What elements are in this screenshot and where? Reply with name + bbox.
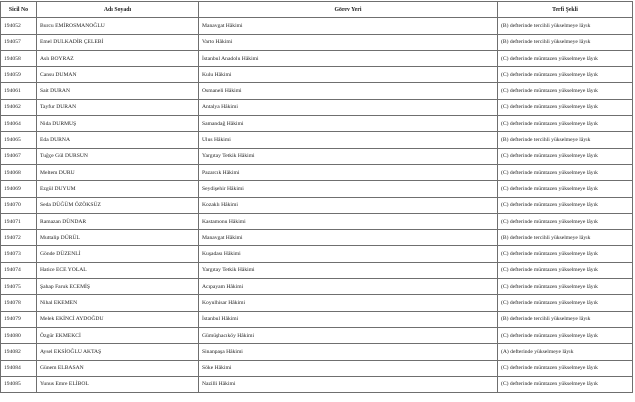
cell-adi-soyadi: Şahap Faruk ECEMİŞ (37, 279, 199, 295)
cell-sicil-no: 194052 (1, 18, 37, 34)
cell-gorev-yeri: Acıpayam Hâkimi (199, 279, 498, 295)
cell-terfi-sekli: (B) defterinde tercihli yükselmeye lâyık (498, 132, 633, 148)
cell-adi-soyadi: Eda DURNA (37, 132, 199, 148)
cell-sicil-no: 194073 (1, 246, 37, 262)
table-row (1, 99, 633, 115)
cell-sicil-no: 194070 (1, 197, 37, 213)
cell-terfi-sekli: (B) defterinde tercihli yükselmeye lâyık (498, 18, 633, 34)
cell-adi-soyadi: Ramazan DÜNDAR (37, 213, 199, 229)
cell-sicil-no: 194059 (1, 67, 37, 83)
cell-adi-soyadi: Sait DURAN (37, 83, 199, 99)
cell-terfi-sekli: (C) defterinde mümtazen yükselmeye lâyık (498, 376, 633, 392)
cell-gorev-yeri: Pazarcık Hâkimi (199, 164, 498, 180)
cell-adi-soyadi: Meltem DURU (37, 164, 199, 180)
cell-sicil-no: 194079 (1, 311, 37, 327)
cell-adi-soyadi: Nida DURMUŞ (37, 116, 199, 132)
cell-gorev-yeri: Nazilli Hâkimi (199, 376, 498, 392)
table-row (1, 246, 633, 262)
table-body (1, 18, 633, 393)
table-row (1, 197, 633, 213)
cell-gorev-yeri: Kuşadası Hâkimi (199, 246, 498, 262)
cell-gorev-yeri: Varto Hâkimi (199, 34, 498, 50)
cell-sicil-no: 194075 (1, 279, 37, 295)
cell-terfi-sekli: (B) defterinde tercihli yükselmeye lâyık (498, 34, 633, 50)
cell-gorev-yeri: Manavgat Hâkimi (199, 18, 498, 34)
cell-adi-soyadi: Burcu EMİROSMANOĞLU (37, 18, 199, 34)
cell-terfi-sekli: (C) defterinde mümtazen yükselmeye lâyık (498, 148, 633, 164)
cell-adi-soyadi: Yunus Emre ELİBOL (37, 376, 199, 392)
cell-terfi-sekli: (C) defterinde mümtazen yükselmeye lâyık (498, 246, 633, 262)
table-header-row (1, 2, 633, 18)
cell-terfi-sekli: (C) defterinde mümtazen yükselmeye lâyık (498, 262, 633, 278)
cell-sicil-no: 194072 (1, 230, 37, 246)
cell-gorev-yeri: Kozaklı Hâkimi (199, 197, 498, 213)
cell-terfi-sekli: (C) defterinde mümtazen yükselmeye lâyık (498, 99, 633, 115)
table-row (1, 295, 633, 311)
cell-adi-soyadi: Özgür EKMEKCİ (37, 327, 199, 343)
cell-gorev-yeri: Koyulhisar Hâkimi (199, 295, 498, 311)
promotion-table (0, 1, 633, 393)
cell-gorev-yeri: Kulu Hâkimi (199, 67, 498, 83)
cell-gorev-yeri: Seydişehir Hâkimi (199, 181, 498, 197)
cell-terfi-sekli: (C) defterinde mümtazen yükselmeye lâyık (498, 67, 633, 83)
cell-adi-soyadi: Melek EKİNCİ AYDOĞDU (37, 311, 199, 327)
cell-sicil-no: 194071 (1, 213, 37, 229)
table-row (1, 67, 633, 83)
cell-gorev-yeri: İstanbul Hâkimi (199, 311, 498, 327)
table-row (1, 83, 633, 99)
cell-gorev-yeri: Antalya Hâkimi (199, 99, 498, 115)
cell-gorev-yeri: Yargıtay Tetkik Hâkimi (199, 262, 498, 278)
cell-sicil-no: 194085 (1, 376, 37, 392)
cell-terfi-sekli: (C) defterinde mümtazen yükselmeye lâyık (498, 295, 633, 311)
cell-adi-soyadi: Gönde DÜZENLİ (37, 246, 199, 262)
cell-terfi-sekli: (C) defterinde mümtazen yükselmeye lâyık (498, 327, 633, 343)
cell-terfi-sekli: (C) defterinde mümtazen yükselmeye lâyık (498, 50, 633, 66)
cell-sicil-no: 194084 (1, 360, 37, 376)
cell-adi-soyadi: Seda DÜĞÜM ÖZÖKSÜZ (37, 197, 199, 213)
cell-adi-soyadi: Emel DULKADİR ÇELEBİ (37, 34, 199, 50)
table-row (1, 116, 633, 132)
cell-terfi-sekli: (C) defterinde mümtazen yükselmeye lâyık (498, 213, 633, 229)
cell-adi-soyadi: Muttalip DÜRÜL (37, 230, 199, 246)
cell-adi-soyadi: Tuğçe Gül DURSUN (37, 148, 199, 164)
table-row (1, 132, 633, 148)
cell-gorev-yeri: İstanbul Anadolu Hâkimi (199, 50, 498, 66)
cell-adi-soyadi: Aysel EKSİOĞLU AKTAŞ (37, 344, 199, 360)
cell-gorev-yeri: Manavgat Hâkimi (199, 230, 498, 246)
table-row (1, 279, 633, 295)
cell-gorev-yeri: Yargıtay Tetkik Hâkimi (199, 148, 498, 164)
table-row (1, 148, 633, 164)
header-terfi-sekli: Terfi Şekli (498, 2, 633, 18)
cell-gorev-yeri: Osmaneli Hâkimi (199, 83, 498, 99)
cell-adi-soyadi: Günem ELBASAN (37, 360, 199, 376)
cell-terfi-sekli: (C) defterinde mümtazen yükselmeye lâyık (498, 279, 633, 295)
header-gorev-yeri: Görev Yeri (199, 2, 498, 18)
cell-sicil-no: 194069 (1, 181, 37, 197)
cell-sicil-no: 194065 (1, 132, 37, 148)
cell-terfi-sekli: (C) defterinde mümtazen yükselmeye lâyık (498, 360, 633, 376)
cell-adi-soyadi: Aslı BOYRAZ (37, 50, 199, 66)
cell-sicil-no: 194061 (1, 83, 37, 99)
cell-terfi-sekli: (C) defterinde mümtazen yükselmeye lâyık (498, 164, 633, 180)
cell-terfi-sekli: (C) defterinde mümtazen yükselmeye lâyık (498, 181, 633, 197)
table-row (1, 230, 633, 246)
cell-sicil-no: 194080 (1, 327, 37, 343)
cell-gorev-yeri: Sinanpaşa Hâkimi (199, 344, 498, 360)
cell-sicil-no: 194074 (1, 262, 37, 278)
table-row (1, 164, 633, 180)
cell-sicil-no: 194082 (1, 344, 37, 360)
table-row (1, 344, 633, 360)
cell-adi-soyadi: Hatice ECE YOLAL (37, 262, 199, 278)
cell-terfi-sekli: (C) defterinde mümtazen yükselmeye lâyık (498, 116, 633, 132)
header-sicil-no: Sicil No (1, 2, 37, 18)
table-row (1, 376, 633, 392)
cell-sicil-no: 194057 (1, 34, 37, 50)
cell-gorev-yeri: Samandağ Hâkimi (199, 116, 498, 132)
table-row (1, 262, 633, 278)
cell-terfi-sekli: (C) defterinde mümtazen yükselmeye lâyık (498, 83, 633, 99)
table-row (1, 18, 633, 34)
table-row (1, 360, 633, 376)
cell-gorev-yeri: Ulus Hâkimi (199, 132, 498, 148)
cell-terfi-sekli: (B) defterinde tercihli yükselmeye lâyık (498, 230, 633, 246)
cell-adi-soyadi: Tayfur DURAN (37, 99, 199, 115)
cell-terfi-sekli: (A) defterinde yükselmeye lâyık (498, 344, 633, 360)
cell-sicil-no: 194064 (1, 116, 37, 132)
table-row (1, 311, 633, 327)
cell-terfi-sekli: (B) defterinde tercihli yükselmeye lâyık (498, 311, 633, 327)
cell-gorev-yeri: Kastamonu Hâkimi (199, 213, 498, 229)
table-row (1, 34, 633, 50)
cell-sicil-no: 194067 (1, 148, 37, 164)
table-row (1, 50, 633, 66)
cell-adi-soyadi: Cansu DUMAN (37, 67, 199, 83)
table-row (1, 181, 633, 197)
header-adi-soyadi: Adı Soyadı (37, 2, 199, 18)
cell-sicil-no: 194078 (1, 295, 37, 311)
cell-sicil-no: 194062 (1, 99, 37, 115)
cell-adi-soyadi: Nihal EKEMEN (37, 295, 199, 311)
cell-terfi-sekli: (C) defterinde mümtazen yükselmeye lâyık (498, 197, 633, 213)
cell-gorev-yeri: Söke Hâkimi (199, 360, 498, 376)
table-row (1, 327, 633, 343)
cell-gorev-yeri: Gümüşhacıköy Hâkimi (199, 327, 498, 343)
cell-sicil-no: 194058 (1, 50, 37, 66)
table-row (1, 213, 633, 229)
cell-adi-soyadi: Ezgül DUYUM (37, 181, 199, 197)
cell-sicil-no: 194068 (1, 164, 37, 180)
